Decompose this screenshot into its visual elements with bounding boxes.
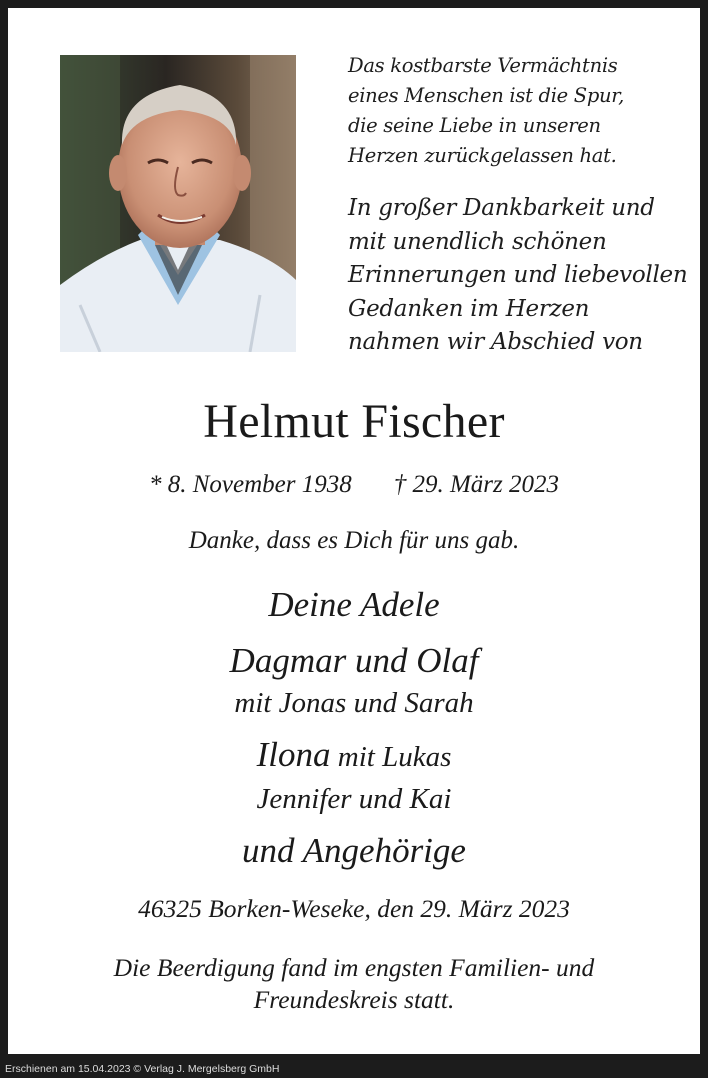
thanks-line: Danke, dass es Dich für uns gab. <box>188 527 520 554</box>
verse-bottom <box>348 192 687 360</box>
verse-line: nahmen wir Abschied von <box>348 329 643 355</box>
verse-line: Herzen zurückgelassen hat. <box>348 144 617 167</box>
publication-footer: Erschienen am 15.04.2023 © Verlag J. Mergelsberg GmbH <box>5 1063 280 1075</box>
death-date: † 29. März 2023 <box>393 471 560 498</box>
obituary-card <box>8 8 700 1054</box>
family-line-ilona <box>8 734 700 776</box>
verse-line: eines Menschen ist die Spur, <box>348 84 625 107</box>
birth-date: * 8. November 1938 <box>148 471 352 498</box>
verse-line: In großer Dankbarkeit und <box>348 195 655 221</box>
verse-line: Das kostbarste Vermächtnis <box>348 54 618 77</box>
place-date: 46325 Borken-Weseke, den 29. März 2023 <box>138 894 570 923</box>
life-dates <box>8 470 700 500</box>
family-line-dagmar-olaf: Dagmar und Olaf <box>229 641 479 680</box>
verse-line: Erinnerungen und liebevollen <box>348 262 688 288</box>
family-name-ilona: Ilona <box>256 735 331 774</box>
family-line-adele: Deine Adele <box>268 585 440 624</box>
family-line-relatives: und Angehörige <box>242 831 466 870</box>
verse-line: Gedanken im Herzen <box>348 295 590 322</box>
portrait-image <box>60 55 296 352</box>
verse-line: mit unendlich schönen <box>348 228 607 255</box>
family-line-jonas-sarah: mit Jonas und Sarah <box>234 687 474 719</box>
funeral-note <box>8 952 700 1016</box>
funeral-line: Die Beerdigung fand im engsten Familien- und <box>113 953 595 982</box>
verse-line: die seine Liebe in unseren <box>348 114 601 137</box>
family-name-lukas: mit Lukas <box>330 741 452 773</box>
family-line-jennifer-kai: Jennifer und Kai <box>256 783 452 815</box>
funeral-line: Freundeskreis statt. <box>253 985 455 1014</box>
verse-top <box>348 51 624 171</box>
deceased-name: Helmut Fischer <box>203 395 505 448</box>
portrait-photo <box>60 55 296 352</box>
